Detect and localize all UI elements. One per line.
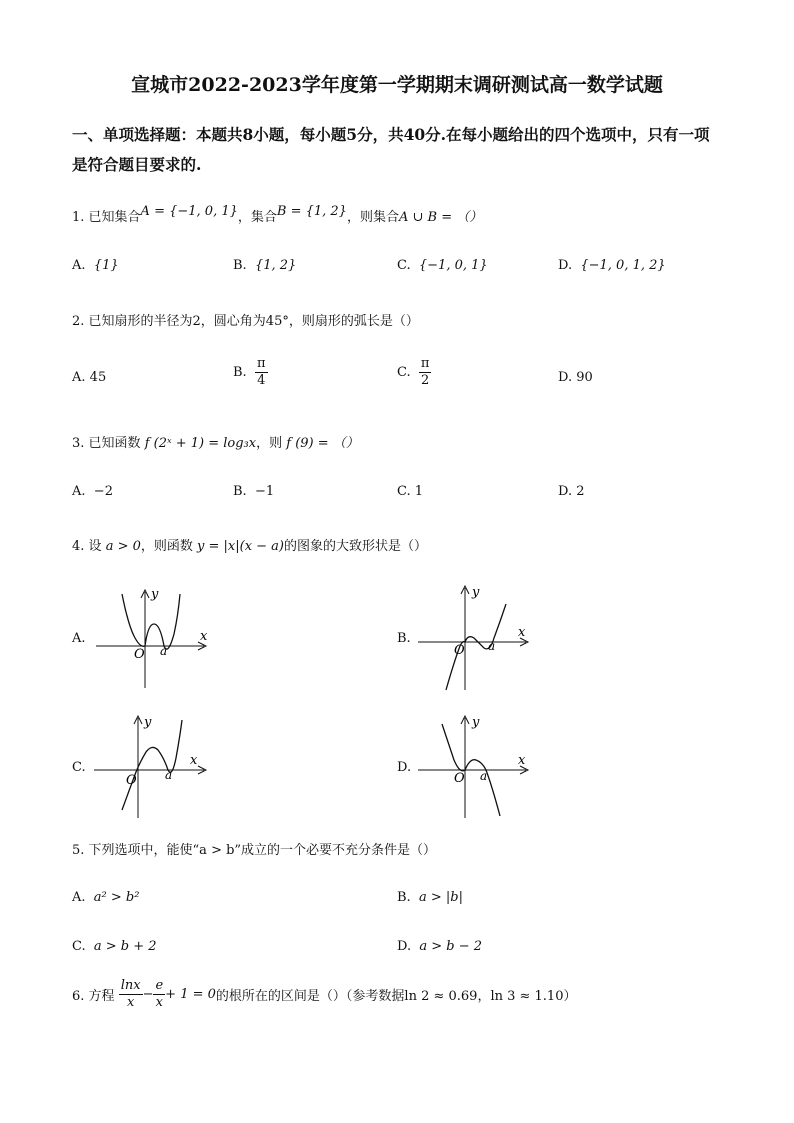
q1-option-a[interactable] <box>72 258 119 273</box>
q6-prefix: 6. 方程 <box>72 989 115 1004</box>
page-title: 宣城市2022-2023学年度第一学期期末调研测试高一数学试题 <box>131 74 663 96</box>
q1-set-a: A = {−1, 0, 1} <box>140 204 238 219</box>
a-label: a <box>160 644 168 658</box>
q2-option-d[interactable] <box>558 370 593 385</box>
q1-set-b: B = {1, 2} <box>276 204 347 219</box>
q4-mid: ，则函数 <box>140 539 193 554</box>
q5-option-c[interactable] <box>72 939 157 954</box>
q3-option-b[interactable] <box>233 484 274 499</box>
q5-option-d[interactable] <box>397 939 482 954</box>
q1-union: A ∪ B = （） <box>398 210 483 225</box>
question-4 <box>72 535 427 554</box>
q4-graph-d[interactable] <box>414 712 544 822</box>
option-text: −2 <box>93 484 113 499</box>
q3-prefix: 3. 已知函数 <box>72 436 141 451</box>
option-label: A. <box>72 370 86 385</box>
y-label: y <box>144 715 152 730</box>
option-label: D. <box>397 939 412 954</box>
option-label: C. <box>397 484 411 499</box>
question-5: 5. 下列选项中，能使“a > b”成立的一个必要不充分条件是（） <box>72 843 437 858</box>
x-label: x <box>518 625 526 640</box>
origin-label: O <box>454 771 465 786</box>
q1-option-b[interactable] <box>233 258 296 273</box>
option-label: B. <box>233 484 247 499</box>
q4-suffix: 的图象的大致形状是（） <box>284 539 428 554</box>
q4-graph-a[interactable] <box>92 584 222 694</box>
fraction-numerator: lnx <box>120 978 141 993</box>
q6-tail: + 1 = 0 <box>165 987 216 1002</box>
option-label: D. <box>558 484 573 499</box>
option-label: B. <box>233 258 247 273</box>
option-text: 45 <box>89 370 107 385</box>
q1-option-c[interactable] <box>397 258 488 273</box>
q2-option-c[interactable] <box>397 356 431 389</box>
question-3 <box>72 432 359 451</box>
x-label: x <box>190 753 198 768</box>
option-label: D. <box>558 258 573 273</box>
fraction-numerator: π <box>420 356 430 371</box>
a-label: a <box>165 768 173 782</box>
q4-prefix: 4. 设 <box>72 539 102 554</box>
q2-option-b[interactable] <box>233 356 268 389</box>
fraction-numerator: e <box>155 978 164 993</box>
fraction-denominator: x <box>155 995 163 1010</box>
option-text: 90 <box>576 370 593 385</box>
q5-option-a[interactable] <box>72 890 139 905</box>
q4-option-c[interactable]: C. <box>72 760 86 775</box>
q4-function: y = |x|(x − a) <box>197 539 285 554</box>
option-text: 2 <box>576 484 585 499</box>
q1-mid: ，集合 <box>237 210 277 225</box>
section-heading: 一、单项选择题：本题共8小题，每小题5分，共40分.在每小题给出的四个选项中，只有一项是符合题目要求的. <box>72 125 710 174</box>
q6-fraction-1 <box>119 978 143 1011</box>
q4-option-b[interactable]: B. <box>397 631 411 646</box>
curve <box>122 720 182 810</box>
fraction-denominator: x <box>126 995 135 1010</box>
option-label: D. <box>558 370 573 385</box>
q4-option-a[interactable]: A. <box>72 631 86 646</box>
question-6 <box>72 978 576 1011</box>
q3-mid: ，则 <box>256 436 283 451</box>
question-2: 2. 已知扇形的半径为2，圆心角为45°，则扇形的弧长是（） <box>72 314 419 329</box>
option-text: {1, 2} <box>254 258 297 273</box>
option-text: {1} <box>93 258 119 273</box>
option-label: B. <box>397 890 411 905</box>
option-label: C. <box>72 939 86 954</box>
a-label: a <box>480 769 488 783</box>
q5-option-b[interactable] <box>397 890 463 905</box>
q2-option-a[interactable] <box>72 370 106 385</box>
y-label: y <box>151 587 159 602</box>
option-text: {−1, 0, 1} <box>418 258 488 273</box>
fraction <box>255 356 268 389</box>
q1-prefix: 1. 已知集合 <box>72 210 141 225</box>
q6-suffix: 的根所在的区间是（）（参考数据ln 2 ≈ 0.69，ln 3 ≈ 1.10） <box>215 989 577 1004</box>
origin-label: O <box>126 773 137 788</box>
fraction-numerator: π <box>256 356 266 371</box>
option-label: C. <box>397 365 411 380</box>
q3-option-c[interactable] <box>397 484 423 499</box>
option-label: A. <box>72 890 86 905</box>
x-label: x <box>518 753 526 768</box>
option-text: 1 <box>414 484 424 499</box>
origin-label: O <box>454 643 465 658</box>
question-1 <box>72 206 482 225</box>
option-text: a > b − 2 <box>419 939 483 954</box>
option-text: −1 <box>254 484 275 499</box>
q1-option-d[interactable] <box>558 258 666 273</box>
y-label: y <box>472 715 480 730</box>
q3-option-d[interactable] <box>558 484 585 499</box>
q1-suffix: ，则集合 <box>346 210 399 225</box>
a-label: a <box>488 639 496 653</box>
q3-expr-1: f (2ˣ + 1) = log₃x <box>144 436 257 451</box>
curve <box>122 594 180 649</box>
q6-fraction-2 <box>153 978 165 1011</box>
q4-graph-b[interactable] <box>414 582 544 694</box>
y-label: y <box>472 585 480 600</box>
option-label: C. <box>397 258 411 273</box>
minus-sign: − <box>142 987 154 1002</box>
fraction-denominator: 2 <box>421 373 430 388</box>
x-label: x <box>200 629 208 644</box>
option-text: a > b + 2 <box>93 939 157 954</box>
option-label: A. <box>72 258 86 273</box>
q4-condition: a > 0 <box>105 539 141 554</box>
q4-graph-c[interactable] <box>92 712 222 822</box>
fraction <box>419 356 432 389</box>
origin-label: O <box>134 647 145 662</box>
option-label: A. <box>72 484 86 499</box>
q3-option-a[interactable] <box>72 484 113 499</box>
q3-expr-2: f (9) = （） <box>286 436 359 451</box>
fraction-denominator: 4 <box>257 373 266 388</box>
option-text: {−1, 0, 1, 2} <box>580 258 666 273</box>
option-text: a > |b| <box>418 890 463 905</box>
q4-option-d[interactable]: D. <box>397 760 412 775</box>
option-text: a² > b² <box>93 890 140 905</box>
option-label: B. <box>233 365 247 380</box>
